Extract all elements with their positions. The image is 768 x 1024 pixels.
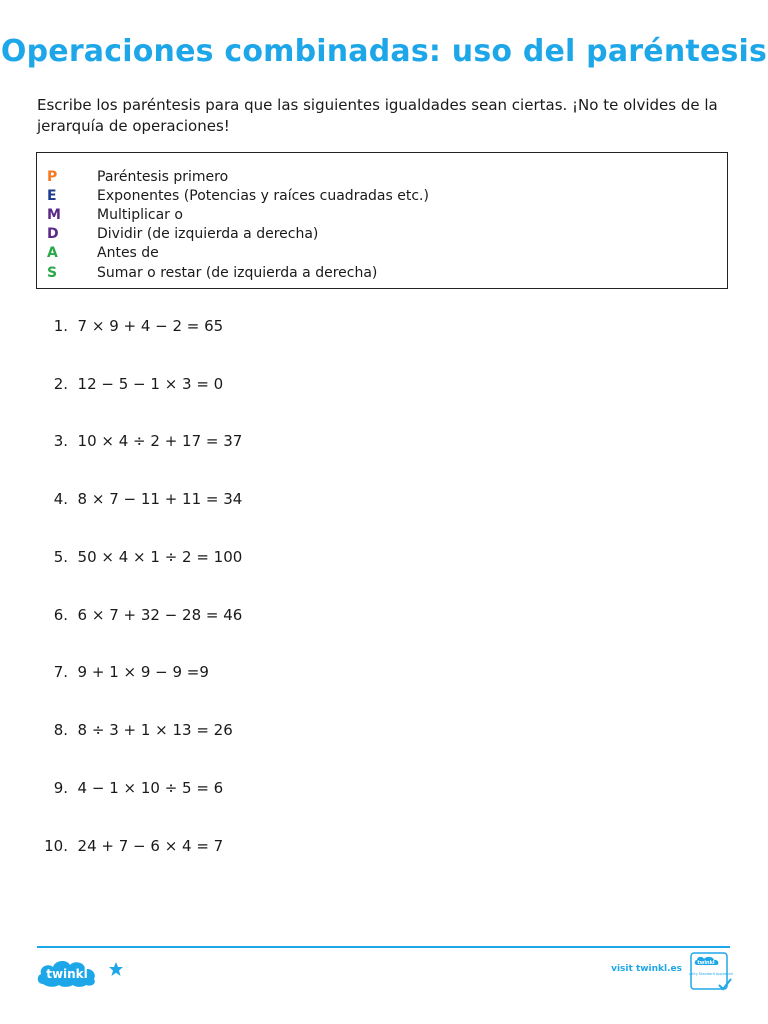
quality-badge bbox=[689, 951, 735, 997]
exercise-number: 7. bbox=[53, 663, 68, 681]
pemdas-letter: D bbox=[47, 226, 59, 243]
pemdas-letter: A bbox=[47, 245, 58, 262]
exercise-number: 9. bbox=[53, 779, 68, 797]
page-title: Operaciones combinadas: uso del paréntesis bbox=[0, 34, 768, 69]
twinkl-cloud-icon bbox=[35, 956, 99, 988]
pemdas-letter: P bbox=[47, 168, 58, 185]
exercise-number: 8. bbox=[53, 721, 68, 739]
pemdas-description: Sumar o restar (de izquierda a derecha) bbox=[97, 264, 378, 281]
exercise-number: 3. bbox=[53, 432, 68, 450]
exercise-item bbox=[34, 606, 242, 624]
pemdas-box bbox=[36, 152, 728, 289]
badge-text: Quality Standard Approved bbox=[689, 972, 733, 976]
instructions-text: Escribe los paréntesis para que las siguientes igualdades sean ciertas. ¡No te olvides de la jerarquía de operaciones! bbox=[37, 96, 718, 135]
exercise-item bbox=[34, 490, 242, 508]
logo-text: twinkl bbox=[46, 967, 88, 981]
pemdas-row-p bbox=[37, 167, 727, 186]
exercise-equation: 8 × 7 − 11 + 11 = 34 bbox=[77, 490, 243, 508]
exercise-item bbox=[34, 375, 223, 393]
exercise-equation: 4 − 1 × 10 ÷ 5 = 6 bbox=[77, 779, 224, 797]
exercise-equation: 10 × 4 ÷ 2 + 17 = 37 bbox=[77, 432, 243, 450]
pemdas-description: Dividir (de izquierda a derecha) bbox=[97, 226, 319, 243]
exercise-number: 1. bbox=[53, 317, 68, 335]
exercise-number: 4. bbox=[53, 490, 68, 508]
exercise-equation: 9 + 1 × 9 − 9 =9 bbox=[77, 663, 209, 681]
pemdas-row-m bbox=[37, 205, 727, 224]
pemdas-description: Exponentes (Potencias y raíces cuadradas etc.) bbox=[97, 187, 429, 204]
twinkl-logo[interactable] bbox=[35, 956, 99, 992]
exercise-equation: 24 + 7 − 6 × 4 = 7 bbox=[77, 837, 224, 855]
pemdas-row-s bbox=[37, 263, 727, 282]
exercise-equation: 50 × 4 × 1 ÷ 2 = 100 bbox=[77, 548, 243, 566]
exercise-item bbox=[34, 663, 209, 681]
pemdas-letter: M bbox=[47, 206, 61, 223]
badge-logo-text: twinkl bbox=[697, 960, 715, 966]
pemdas-row-e bbox=[37, 186, 727, 205]
exercise-item bbox=[34, 779, 223, 797]
star-icon bbox=[108, 961, 124, 981]
exercise-equation: 7 × 9 + 4 − 2 = 65 bbox=[77, 317, 224, 335]
exercise-equation: 6 × 7 + 32 − 28 = 46 bbox=[77, 606, 243, 624]
visit-link[interactable]: visit twinkl.es bbox=[611, 964, 682, 974]
exercise-item bbox=[34, 432, 242, 450]
pemdas-description: Paréntesis primero bbox=[97, 168, 229, 185]
exercise-item bbox=[34, 837, 223, 855]
pemdas-description: Antes de bbox=[97, 245, 159, 262]
pemdas-row-a bbox=[37, 244, 727, 263]
exercise-item bbox=[34, 548, 242, 566]
pemdas-description: Multiplicar o bbox=[97, 206, 183, 223]
footer-divider bbox=[37, 946, 730, 948]
exercise-equation: 12 − 5 − 1 × 3 = 0 bbox=[77, 375, 224, 393]
exercise-equation: 8 ÷ 3 + 1 × 13 = 26 bbox=[77, 721, 233, 739]
pemdas-row-d bbox=[37, 225, 727, 244]
exercise-item bbox=[34, 721, 233, 739]
exercise-number: 5. bbox=[53, 548, 68, 566]
exercise-number: 6. bbox=[53, 606, 68, 624]
pemdas-letter: S bbox=[47, 264, 58, 281]
exercise-item bbox=[34, 317, 223, 335]
exercise-number: 10. bbox=[44, 837, 68, 855]
exercise-number: 2. bbox=[53, 375, 68, 393]
pemdas-letter: E bbox=[47, 187, 57, 204]
